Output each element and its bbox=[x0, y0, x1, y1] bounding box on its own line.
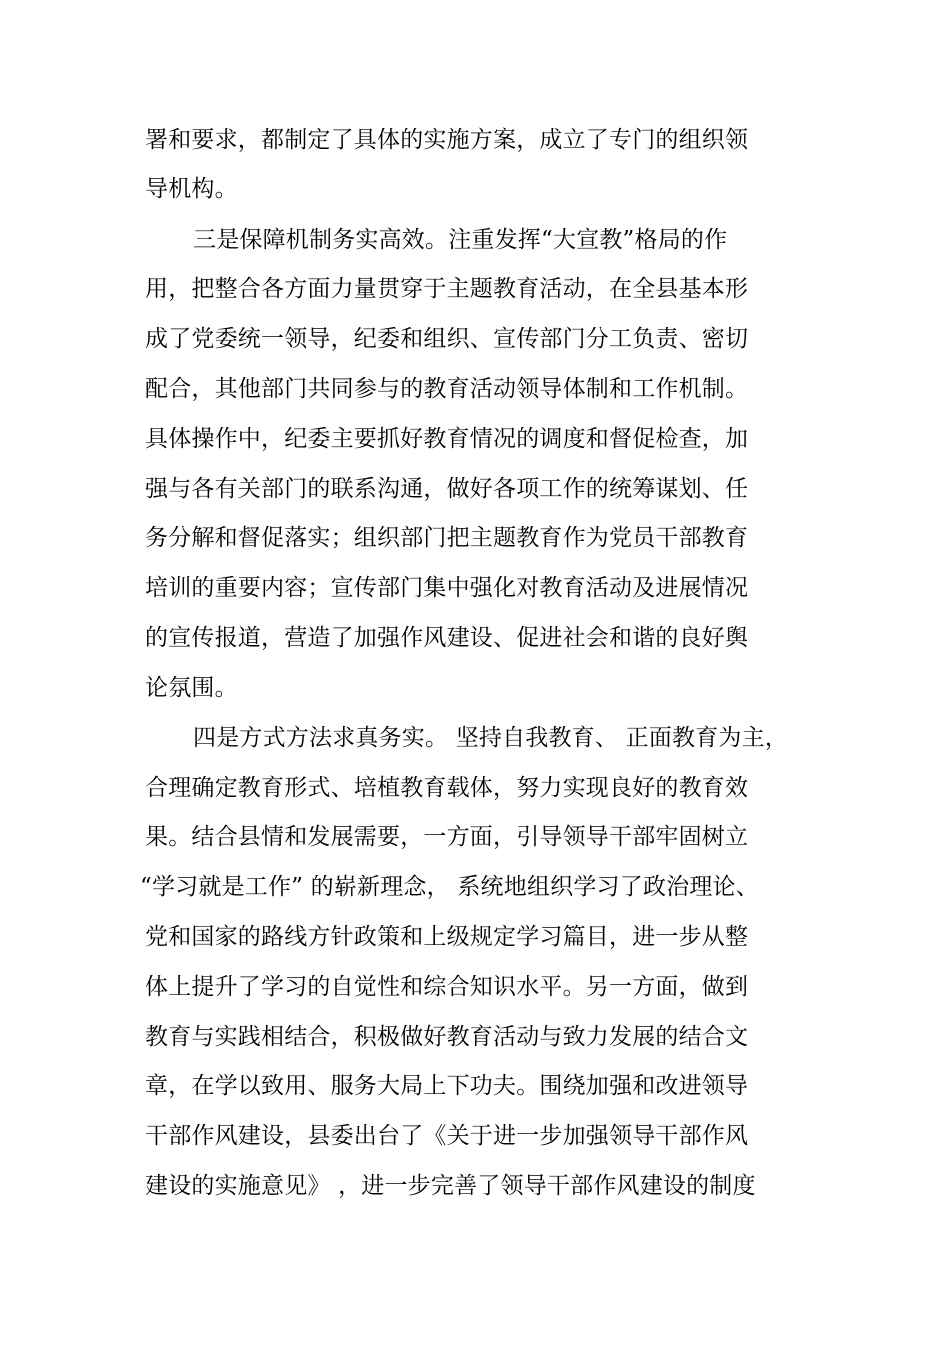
text-line-8: 强与各有关部门的联系沟通，做好各项工作的统筹谋划、任 bbox=[145, 476, 749, 502]
text-line-19: 教育与实践相结合，积极做好教育活动与致力发展的结合文 bbox=[145, 1024, 749, 1050]
text-line-21: 干部作风建设，县委出台了《关于进一步加强领导干部作风 bbox=[145, 1123, 749, 1149]
paragraph-4-start: 四是方式方法求真务实。 坚持自我教育、 正面教育为主， bbox=[193, 725, 789, 751]
text-line-16: “学习就是工作” 的崭新理念， 系统地组织学习了政治理论、 bbox=[140, 874, 759, 900]
text-line-11: 的宣传报道，营造了加强作风建设、促进社会和谐的良好舆 bbox=[145, 625, 749, 651]
text-line-10: 培训的重要内容；宣传部门集中强化对教育活动及进展情况 bbox=[145, 575, 749, 601]
text-line-7: 具体操作中，纪委主要抓好教育情况的调度和督促检查，加 bbox=[145, 426, 749, 452]
text-line-9: 务分解和督促落实；组织部门把主题教育作为党员干部教育 bbox=[145, 525, 749, 551]
text-line-1: 署和要求，都制定了具体的实施方案，成立了专门的组织领 bbox=[145, 127, 749, 153]
text-line-12: 论氛围。 bbox=[145, 675, 238, 701]
text-line-4: 用，把整合各方面力量贯穿于主题教育活动，在全县基本形 bbox=[145, 276, 749, 302]
text-line-2: 导机构。 bbox=[145, 176, 238, 202]
text-line-14: 合理确定教育形式、培植教育载体，努力实现良好的教育效 bbox=[145, 775, 749, 801]
text-line-5: 成了党委统一领导，纪委和组织、宣传部门分工负责、密切 bbox=[145, 326, 749, 352]
text-line-20: 章，在学以致用、服务大局上下功夫。围绕加强和改进领导 bbox=[145, 1073, 749, 1099]
text-line-15: 果。结合县情和发展需要，一方面，引导领导干部牢固树立 bbox=[145, 824, 749, 850]
text-line-6: 配合，其他部门共同参与的教育活动领导体制和工作机制。 bbox=[145, 376, 749, 402]
text-line-22: 建设的实施意见》 ，进一步完善了领导干部作风建设的制度 bbox=[145, 1173, 756, 1199]
text-line-18: 体上提升了学习的自觉性和综合知识水平。另一方面，做到 bbox=[145, 974, 749, 1000]
text-line-17: 党和国家的路线方针政策和上级规定学习篇目，进一步从整 bbox=[145, 924, 749, 950]
paragraph-3-start: 三是保障机制务实高效。注重发挥“大宣教”格局的作 bbox=[193, 227, 728, 253]
